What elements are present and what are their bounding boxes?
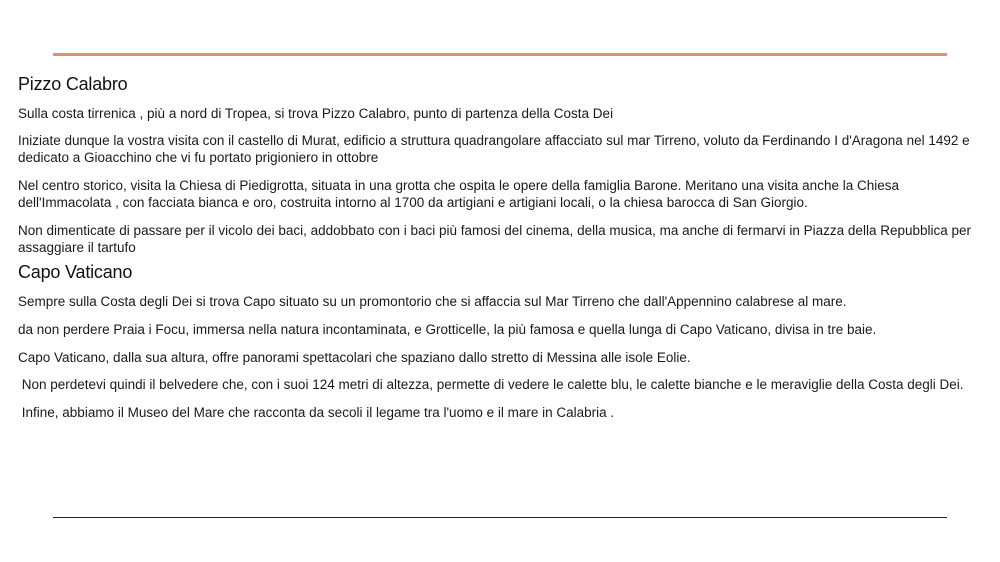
document-body — [18, 70, 980, 421]
paragraph-capo-4: Non perdetevi quindi il belvedere che, con i suoi 124 metri di altezza, permette di vedere le calette blu, le calette bianche e le meraviglie della Costa degli Dei. — [18, 377, 964, 392]
bottom-divider — [53, 517, 947, 518]
paragraph-capo-2: da non perdere Praia i Focu, immersa nella natura incontaminata, e Grotticelle, la più famosa e quella lunga di Capo Vaticano, divisa in tre baie. — [18, 322, 877, 337]
heading-capo-vaticano: Capo Vaticano — [18, 262, 133, 282]
top-divider — [53, 53, 947, 56]
heading-pizzo-calabro: Pizzo Calabro — [18, 74, 128, 94]
paragraph-pizzo-1: Sulla costa tirrenica , più a nord di Tropea, si trova Pizzo Calabro, punto di partenza della Costa Dei — [18, 106, 614, 121]
paragraph-pizzo-4: Non dimenticate di passare per il vicolo dei baci, addobbato con i baci più famosi del cinema, della musica, ma anche di fermarvi in Piazza della Repubblica per assaggiare il tartufo — [18, 223, 972, 255]
paragraph-pizzo-3: Nel centro storico, visita la Chiesa di Piedigrotta, situata in una grotta che ospita le opere della famiglia Barone. Meritano una visita anche la Chiesa dell'Immacolata , con facciata bianca e oro, costruita intorno al 1700 da artigiani e artigiani locali, o la chiesa barocca di San Giorgio. — [18, 178, 899, 210]
paragraph-capo-3: Capo Vaticano, dalla sua altura, offre panorami spettacolari che spaziano dallo stretto di Messina alle isole Eolie. — [18, 350, 691, 365]
paragraph-pizzo-2: Iniziate dunque la vostra visita con il castello di Murat, edificio a struttura quadrangolare affacciato sul mar Tirreno, voluto da Ferdinando I d'Aragona nel 1492 e dedicato a Gioacchino che vi fu portato prigioniero in ottobre — [18, 133, 970, 165]
paragraph-capo-1: Sempre sulla Costa degli Dei si trova Capo situato su un promontorio che si affaccia sul Mar Tirreno che dall'Appennino calabrese al mare. — [18, 294, 847, 309]
paragraph-capo-5: Infine, abbiamo il Museo del Mare che racconta da secoli il legame tra l'uomo e il mare in Calabria . — [18, 405, 615, 420]
